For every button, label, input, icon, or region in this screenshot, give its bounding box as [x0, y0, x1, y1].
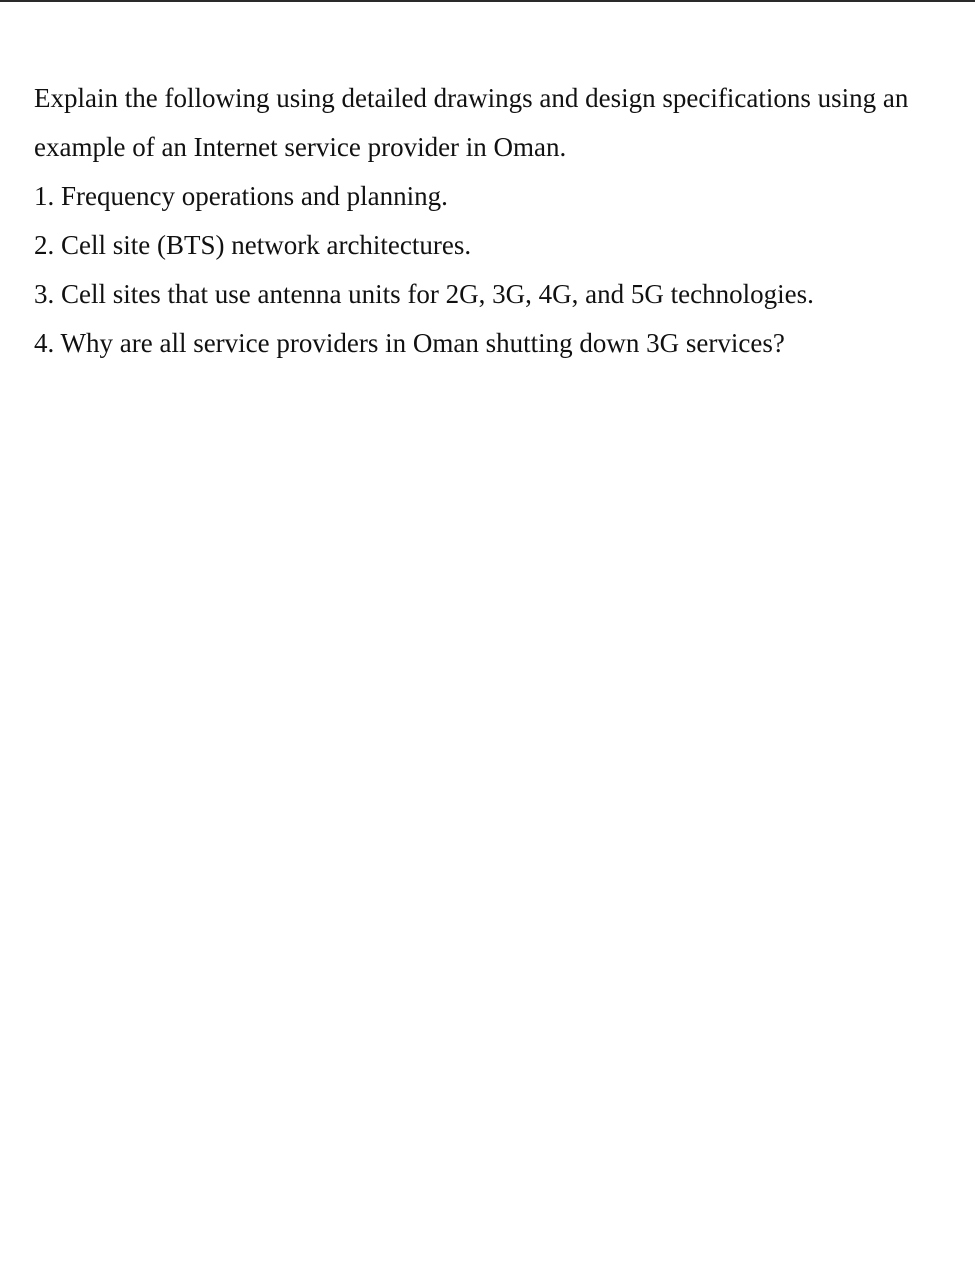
- list-item-2: 2. Cell site (BTS) network architectures.: [34, 230, 472, 260]
- intro-text-line-1: Explain the following using detailed drawings and design specifications using an: [34, 83, 909, 113]
- list-item-1: 1. Frequency operations and planning.: [34, 181, 448, 211]
- list-item-3: 3. Cell sites that use antenna units for 2G, 3G, 4G, and 5G technologies.: [34, 279, 814, 309]
- top-border-line: [0, 0, 975, 2]
- list-item-4: 4. Why are all service providers in Oman shutting down 3G services?: [34, 328, 785, 358]
- intro-text-line-2: example of an Internet service provider in Oman.: [34, 132, 567, 162]
- question-document: [34, 74, 964, 368]
